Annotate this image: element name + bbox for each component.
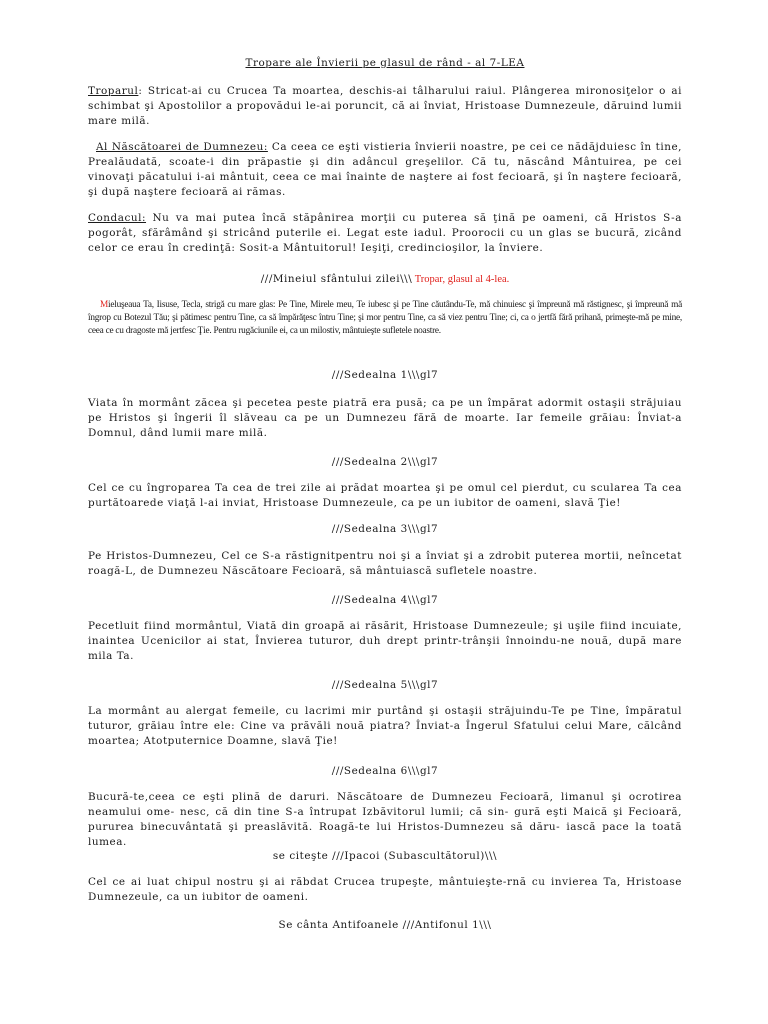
sedealna-2-heading: ///Sedealna 2\\\gl7 <box>331 456 439 468</box>
sedealna-4-heading: ///Sedealna 4\\\gl7 <box>331 594 439 606</box>
title-text: Tropare ale Învierii pe glasul de rând - al 7-LEA <box>245 57 525 69</box>
condacul-label: Condacul: <box>88 212 147 224</box>
troparul-label: Troparul <box>88 85 139 97</box>
condacul-text: Nu va mai putea încă stăpânirea morţii cu puterea să ţină pe oameni, că Hristos S-a pogorât, sfărâmând şi stricând puterile ei. Legat este iadul. Proorocii cu un glas se bucură, zicând celor ce erau în credinţă: Sosit-a Mântuitorul! Ieşiţi, credincioşilor, la înviere. <box>88 212 682 254</box>
antifoane-heading: Se cânta Antifoanele ///Antifonul 1\\\ <box>278 919 492 931</box>
sedealna-2-text: Cel ce cu îngroparea Ta cea de trei zile ai prădat moartea şi pe omul cel pierdut, cu scularea Ta cea purtătoarede viaţă l-ai inviat, Hristoase Dumnezeule, ca pe un iubitor de oameni, slavă Ţie! <box>88 482 682 509</box>
ipacoi-heading: se citeşte ///Ipacoi (Subascultătorul)\\\ <box>272 850 498 862</box>
condacul-paragraph <box>88 211 682 256</box>
sedealna-5-heading: ///Sedealna 5\\\gl7 <box>331 679 439 691</box>
sedealna-4-text: Pecetluit fiind mormântul, Viată din groapă ai răsărit, Hristoase Dumnezeule; şi uşile fiind incuiate, inaintea Ucenicilor ai stat, Învierea tuturor, duh drept printr-trânşii înnoindu-ne nouă, după mare mila Ta. <box>88 620 682 662</box>
sedealna-1-text: Viata în mormânt zăcea şi pecetea peste piatră era pusă; ca pe un împărat adormit ostaşii străjuiau pe Hristos şi îngerii îl slăveau ca pe un Dumnezeu fără de moarte. Iar femeile grăiau: Înviat-a Domnul, dând lumii mare milă. <box>88 397 682 439</box>
mineiul-heading <box>88 272 682 287</box>
mineiul-text: ieluşeaua Ta, Iisuse, Tecla, strigă cu mare glas: Pe Tine, Mirele meu, Te iubesc şi pe Tine căutându-Te, mă chinuiesc şi împreună mă răstignesc, şi împreună mă îngrop cu Botezul Tău; şi pătimesc pentru Tine, ca să împărăţesc întru Tine; şi mor pentru Tine, ca să viez pentru Tine; ci, ca o jertfă fără prihană, primeşte-mă pe mine, ceea ce cu dragoste mă jertfesc Ţie. Pentru rugăciunile ei, ca un milostiv, mântuieşte sufletele noastre. <box>88 300 682 336</box>
mineiul-heading-text: ///Mineiul sfântului zilei\\\ <box>260 273 413 285</box>
sedealna-3-text: Pe Hristos-Dumnezeu, Cel ce S-a răstignitpentru noi şi a înviat şi a zdrobit puterea mortii, neîncetat roagă-L, de Dumnezeu Născătoare Fecioară, să mântuiască sufletele noastre. <box>88 550 682 577</box>
sedealna-3-heading: ///Sedealna 3\\\gl7 <box>331 523 439 535</box>
troparul-paragraph <box>88 84 682 129</box>
nascatoare-label: Al Născătoarei de Dumnezeu: <box>96 141 268 153</box>
sedealna-1-heading: ///Sedealna 1\\\gl7 <box>331 369 439 381</box>
sedealna-6-heading: ///Sedealna 6\\\gl7 <box>331 765 439 777</box>
sedealna-6-text: Bucură-te,ceea ce eşti plină de daruri. Născătoare de Dumnezeu Fecioară, limanul şi ocrotirea neamului ome- nesc, că din tine S-a întrupat Izbăvitorul lumii; că sin- gură eşti Maică şi Fecioară, pururea binecuvântată şi preaslăvită. Roagă-te lui Hristos-Dumnezeu să dăru- iască pace la toată lumea. <box>88 791 682 848</box>
mineiul-note: Tropar, glasul al 4-lea. <box>412 274 510 285</box>
ipacoi-text: Cel ce ai luat chipul nostru şi ai răbdat Crucea trupeşte, mântuieşte-rnă cu invierea Ta, Hristoase Dumnezeule, ca un iubitor de oameni. <box>88 876 682 903</box>
page-title <box>88 56 682 71</box>
mineiul-drop-letter: M <box>100 300 109 310</box>
troparul-text: : Stricat-ai cu Crucea Ta moartea, deschis-ai tâlharului raiul. Plângerea mironosiţelor o ai schimbat şi Apostolilor a propovădui le-ai poruncit, că ai înviat, Hristoase Dumnezeule, dăruind lumii mare milă. <box>88 85 682 127</box>
nascatoare-paragraph <box>88 140 682 200</box>
nascatoare-text: Ca ceea ce eşti vistieria învierii noastre, pe cei ce nădăjduiesc în tine, Prealăudată, scoate-i din prăpastie şi din adâncul greşelilor. Că tu, născând Mântuirea, pe cei vinovaţi păcatului i-ai mântuit, ceea ce mai înainte de naştere ai fost fecioară, şi în naştere fecioară, şi după naştere fecioară ai rămas. <box>88 141 682 198</box>
sedealna-5-text: La mormânt au alergat femeile, cu lacrimi mir purtând şi ostaşii străjuindu-Te pe Tine, împăratul tuturor, grăiau între ele: Cine va prăvăli nouă piatra? Înviat-a Îngerul Sfatului celui Mare, călcând moartea; Atotputernice Doamne, slavă Ţie! <box>88 705 682 747</box>
mineiul-paragraph <box>88 299 682 338</box>
